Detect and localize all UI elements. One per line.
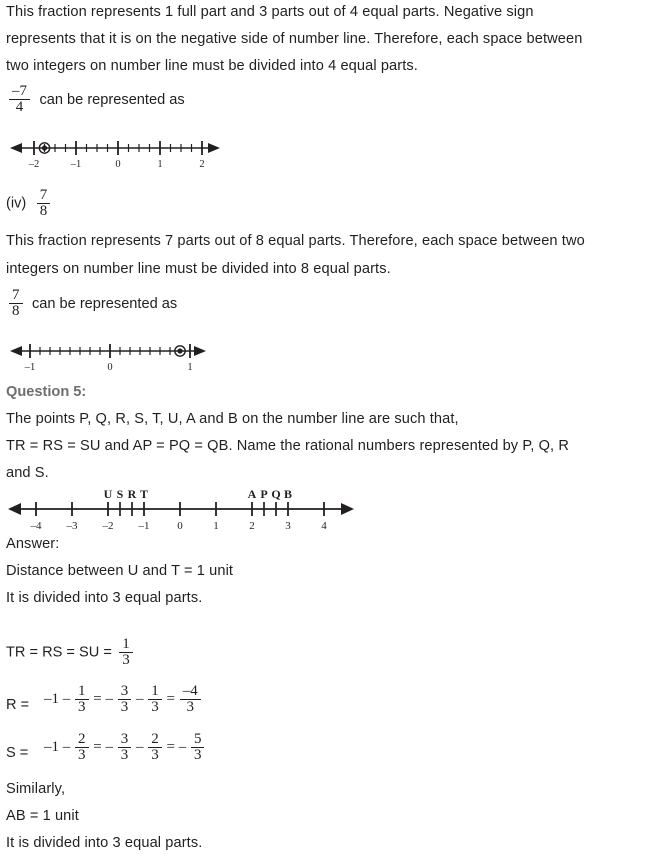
numberline-quarters-svg — [8, 138, 223, 170]
point-label-s: S — [116, 487, 124, 501]
fraction-denominator: 3 — [193, 747, 202, 764]
item-marker: (iv) — [6, 195, 27, 212]
paragraph-line: TR = RS = SU and AP = PQ = QB. Name the rational numbers represented by P, Q, R — [6, 438, 570, 454]
point-label-r: R — [127, 487, 137, 501]
operator-negative: – — [105, 690, 113, 707]
tick-label: 1 — [213, 520, 219, 532]
caption-text: can be represented as — [31, 295, 178, 312]
tick-label: 1 — [157, 159, 163, 170]
fraction-denominator: 3 — [120, 747, 129, 764]
fraction-denominator: 3 — [186, 699, 194, 716]
fraction-seven-eighths — [9, 288, 23, 320]
numberline-quarters — [8, 138, 223, 170]
fraction-seven-eighths — [37, 188, 51, 220]
fraction-denominator: 3 — [122, 652, 130, 669]
fraction-denominator: 3 — [151, 747, 159, 764]
caption-text: can be represented as — [39, 91, 185, 108]
fraction-neg-seven-fourths — [9, 84, 30, 116]
operator-minus: – — [135, 690, 144, 707]
fraction-one-third — [75, 684, 89, 716]
marked-point-dot — [42, 145, 47, 150]
fraction-denominator: 8 — [39, 203, 48, 220]
point-label-t: T — [139, 487, 149, 501]
fraction-five-thirds — [191, 732, 205, 764]
answer-label: Answer: — [6, 536, 60, 552]
fraction-numerator: 1 — [75, 684, 89, 700]
fraction-denominator: 8 — [12, 303, 20, 320]
equation-r-expression — [44, 684, 202, 716]
fraction-two-thirds — [148, 732, 162, 764]
operator-minus: – — [62, 738, 71, 755]
fraction-numerator: 7 — [37, 188, 51, 204]
fraction-numerator: 7 — [9, 288, 23, 304]
tick-label: –2 — [28, 159, 40, 170]
paragraph-line: AB = 1 unit — [6, 808, 79, 824]
fraction-two-thirds — [75, 732, 89, 764]
operand-minus-one: –1 — [44, 738, 59, 755]
equation-tr-rs-su — [6, 637, 134, 669]
numberline-points-pqrstuab — [6, 487, 356, 533]
paragraph-line: Distance between U and T = 1 unit — [6, 563, 234, 579]
fraction-numerator: 2 — [148, 732, 162, 748]
fraction-one-third — [119, 637, 133, 669]
fraction-numerator: 2 — [75, 732, 89, 748]
tick-label: 2 — [199, 159, 205, 170]
fraction-neg-four-thirds — [180, 684, 201, 716]
fraction-numerator: –7 — [9, 84, 30, 100]
paragraph-line: It is divided into 3 equal parts. — [6, 835, 203, 851]
fraction-denominator: 3 — [120, 699, 129, 716]
paragraph-line: This fraction represents 7 parts out of 8 equal parts. Therefore, each space between two — [6, 233, 585, 249]
point-label-q: Q — [271, 487, 281, 501]
question-heading: Question 5: — [6, 384, 87, 400]
point-label-a: A — [247, 487, 257, 501]
fraction-one-third — [148, 684, 162, 716]
tick-label: 1 — [187, 362, 193, 373]
item-iv-row — [6, 188, 51, 220]
paragraph-line: integers on number line must be divided into 8 equal parts. — [6, 261, 391, 277]
numberline-eighths-svg — [8, 341, 208, 373]
tick-label: –1 — [70, 159, 82, 170]
fraction-numerator: 1 — [148, 684, 162, 700]
equation-label: TR = RS = SU = — [6, 644, 112, 661]
paragraph-line: It is divided into 3 equal parts. — [6, 590, 203, 606]
tick-label: 3 — [285, 520, 291, 532]
tick-label: 0 — [107, 362, 113, 373]
numberline-points-svg — [6, 487, 356, 533]
fraction-numerator: 3 — [118, 732, 132, 748]
fraction-three-thirds — [118, 732, 132, 764]
marked-point-dot — [177, 348, 182, 353]
tick-label: 0 — [115, 159, 121, 170]
operator-negative: – — [178, 738, 187, 755]
operator-minus: – — [62, 690, 71, 707]
equation-label-r: R = — [6, 697, 30, 713]
paragraph-line: two integers on number line must be divided into 4 equal parts. — [6, 58, 418, 74]
operator-equals: = — [93, 738, 102, 755]
numberline-eighths — [8, 341, 208, 373]
tick-label: –4 — [30, 520, 42, 532]
equation-s-expression — [44, 732, 205, 764]
fraction-numerator: 1 — [119, 637, 133, 653]
tick-label: 2 — [249, 520, 255, 532]
operator-equals: = — [166, 738, 175, 755]
paragraph-line: and S. — [6, 465, 49, 481]
paragraph-line: The points P, Q, R, S, T, U, A and B on the number line are such that, — [6, 411, 459, 427]
tick-label: 0 — [177, 520, 183, 532]
fraction-seven-eighths-row — [8, 288, 177, 320]
tick-label: 4 — [321, 520, 327, 532]
fraction-denominator: 4 — [15, 99, 24, 116]
tick-label: –1 — [24, 362, 36, 373]
operator-minus: – — [135, 738, 144, 755]
point-label-b: B — [283, 487, 293, 501]
paragraph-line: This fraction represents 1 full part and 3 parts out of 4 equal parts. Negative sign — [6, 4, 534, 20]
fraction-three-thirds — [118, 684, 132, 716]
operator-equals: = — [93, 690, 102, 707]
fraction-denominator: 3 — [78, 699, 86, 716]
paragraph-line: represents that it is on the negative side of number line. Therefore, each space between — [6, 31, 583, 47]
point-label-p: P — [260, 487, 268, 501]
tick-label: –1 — [138, 520, 150, 532]
point-label-u: U — [103, 487, 113, 501]
equation-label-s: S = — [6, 745, 29, 761]
fraction-neg-seven-fourths-row — [8, 84, 185, 116]
fraction-numerator: –4 — [180, 684, 201, 700]
fraction-denominator: 3 — [78, 747, 86, 764]
fraction-numerator: 3 — [118, 684, 132, 700]
fraction-denominator: 3 — [151, 699, 159, 716]
operand-minus-one: –1 — [44, 690, 59, 707]
fraction-numerator: 5 — [191, 732, 205, 748]
tick-label: –3 — [66, 520, 78, 532]
paragraph-line: Similarly, — [6, 781, 66, 797]
operator-equals: = — [166, 690, 175, 707]
operator-negative: – — [105, 738, 113, 755]
tick-label: –2 — [102, 520, 114, 532]
